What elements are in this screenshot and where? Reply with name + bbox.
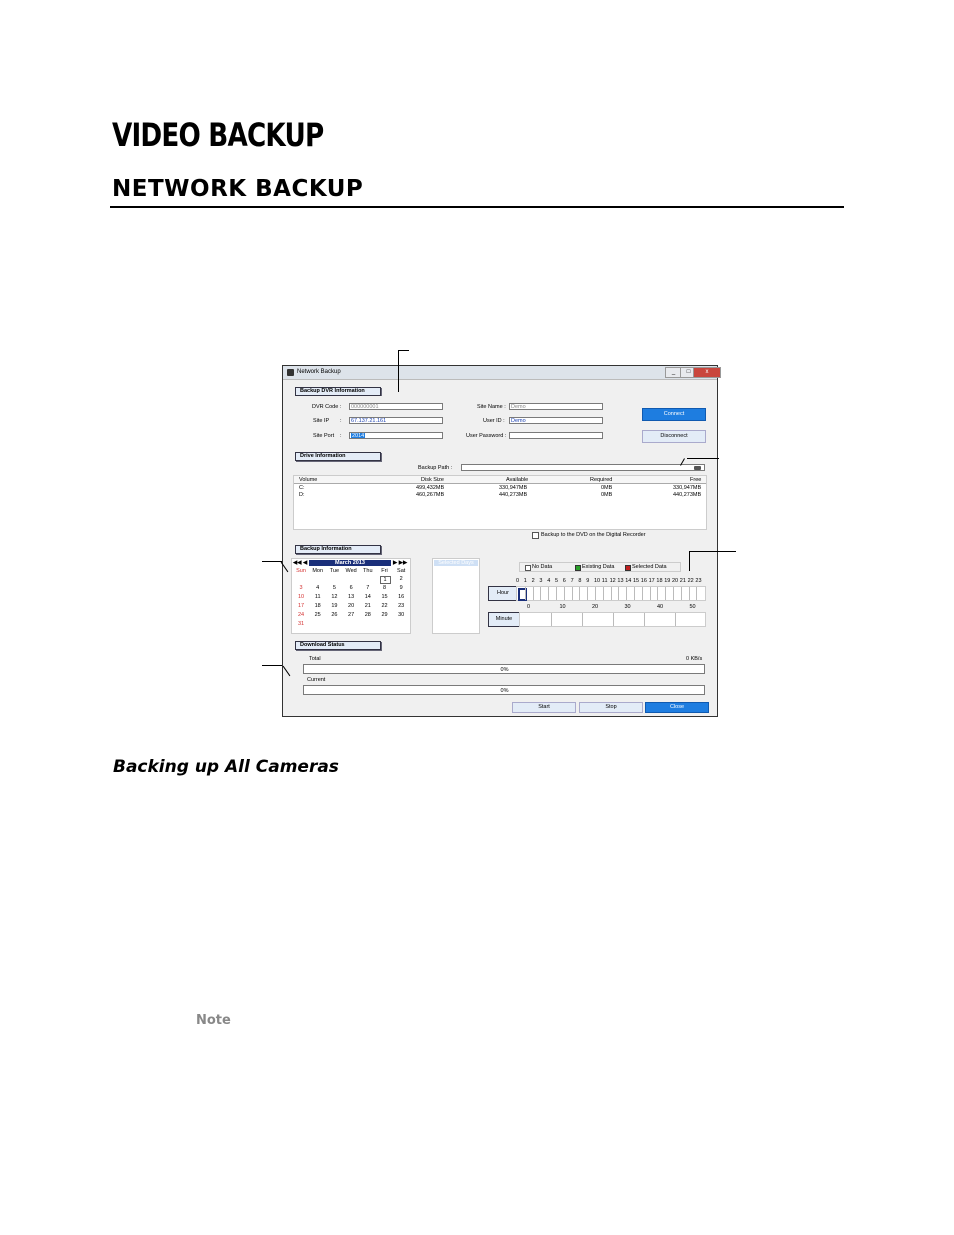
total-percent: 0% bbox=[500, 667, 509, 673]
minute-grid[interactable] bbox=[519, 612, 706, 627]
section-heading: NETWORK BACKUP bbox=[112, 176, 364, 202]
data-legend bbox=[519, 562, 681, 572]
hour-tick-label: 20 bbox=[672, 578, 679, 584]
calendar-weekday: Sat bbox=[397, 568, 406, 574]
calendar-day[interactable]: 26 bbox=[331, 612, 338, 618]
hour-tick-label: 17 bbox=[648, 578, 655, 584]
hour-cell bbox=[611, 587, 612, 600]
col-volume: Volume bbox=[299, 477, 318, 483]
calendar-month-title: March 2013 bbox=[309, 560, 391, 566]
col-free: Free bbox=[690, 477, 702, 483]
user-id-label: User ID : bbox=[483, 418, 505, 424]
cell: 0MB bbox=[601, 485, 613, 491]
hour-cell bbox=[587, 587, 588, 600]
start-button[interactable]: Start bbox=[512, 702, 576, 713]
current-progress-bar bbox=[303, 685, 705, 695]
minute-cell bbox=[644, 613, 645, 626]
cell: 499,432MB bbox=[416, 485, 445, 491]
calendar-day[interactable]: 19 bbox=[331, 603, 338, 609]
hour-tick-label: 8 bbox=[578, 578, 582, 584]
calendar-day[interactable]: 8 bbox=[382, 585, 387, 591]
hour-cell bbox=[681, 587, 682, 600]
no-data-swatch bbox=[525, 565, 531, 571]
hour-tick-label: 3 bbox=[539, 578, 543, 584]
hour-tick-label: 10 bbox=[594, 578, 601, 584]
hour-cell bbox=[603, 587, 604, 600]
col-required: Required bbox=[590, 477, 613, 483]
callout-line bbox=[398, 350, 409, 351]
site-ip-colon: : bbox=[340, 418, 342, 424]
hour-tick-label: 6 bbox=[562, 578, 566, 584]
site-port-colon: : bbox=[340, 433, 342, 439]
calendar-day[interactable]: 1 bbox=[380, 576, 391, 584]
calendar-day[interactable]: 21 bbox=[364, 603, 371, 609]
minute-scale bbox=[519, 604, 709, 611]
hour-cell bbox=[525, 587, 526, 600]
calendar-next-button[interactable]: ▶ ▶▶ bbox=[393, 560, 408, 566]
hour-grid[interactable] bbox=[516, 586, 706, 601]
minute-tick-label: 30 bbox=[624, 604, 631, 610]
callout-line bbox=[689, 551, 690, 571]
minimize-button[interactable]: _ bbox=[665, 367, 682, 378]
site-port-value: 2014 bbox=[352, 433, 365, 439]
callout-line bbox=[262, 665, 282, 666]
backup-info-header: Backup Information bbox=[295, 545, 381, 554]
calendar-day[interactable]: 18 bbox=[314, 603, 321, 609]
legend-no-data: No Data bbox=[532, 564, 553, 570]
col-available: Available bbox=[506, 477, 529, 483]
network-backup-window bbox=[282, 365, 718, 717]
hour-tick-label: 18 bbox=[656, 578, 663, 584]
hour-cell bbox=[564, 587, 565, 600]
hour-tick-label: 14 bbox=[625, 578, 632, 584]
calendar-day[interactable]: 12 bbox=[331, 594, 338, 600]
hour-cell bbox=[540, 587, 541, 600]
dvr-info-header: Backup DVR Information bbox=[295, 387, 381, 396]
cell: 330,947MB bbox=[673, 485, 702, 491]
current-label: Current bbox=[307, 677, 326, 683]
hour-tick-label: 16 bbox=[640, 578, 647, 584]
calendar-day[interactable]: 9 bbox=[399, 585, 403, 591]
hour-tick-label: 13 bbox=[617, 578, 624, 584]
site-port-label: Site Port bbox=[313, 433, 335, 439]
hour-tick-label: 22 bbox=[687, 578, 694, 584]
hour-tick-label: 4 bbox=[547, 578, 551, 584]
download-status-header: Download Status bbox=[295, 641, 381, 650]
site-name-input[interactable]: Demo bbox=[509, 403, 603, 410]
site-ip-label: Site IP bbox=[313, 418, 330, 424]
site-ip-input[interactable]: 67.137.21.161 bbox=[349, 417, 443, 424]
hour-cell bbox=[665, 587, 666, 600]
drive-table-header bbox=[294, 476, 706, 484]
calendar-prev-button[interactable]: ◀◀ ◀ bbox=[293, 560, 308, 566]
selected-days-header: Selected Days bbox=[434, 560, 478, 566]
callout-line bbox=[262, 561, 282, 562]
hour-cell bbox=[572, 587, 573, 600]
hour-tick-label: 5 bbox=[555, 578, 559, 584]
callout-line bbox=[398, 350, 399, 392]
total-label: Total bbox=[309, 656, 321, 662]
hour-tick-label: 11 bbox=[601, 578, 608, 584]
hour-button[interactable]: Hour bbox=[488, 586, 518, 601]
calendar-day[interactable]: 6 bbox=[349, 585, 353, 591]
window-title: Network Backup bbox=[297, 369, 341, 375]
hour-cell bbox=[689, 587, 690, 600]
hour-cell bbox=[533, 587, 534, 600]
hour-cell bbox=[556, 587, 557, 600]
selected-data-swatch bbox=[625, 565, 631, 571]
minute-button[interactable]: Minute bbox=[488, 612, 520, 627]
table-row[interactable] bbox=[294, 492, 706, 499]
calendar-day[interactable]: 5 bbox=[332, 585, 336, 591]
backup-path-input[interactable] bbox=[461, 464, 705, 471]
hour-tick-label: 7 bbox=[570, 578, 574, 584]
hour-cell bbox=[595, 587, 596, 600]
backup-path-label: Backup Path : bbox=[418, 465, 453, 471]
stop-button[interactable]: Stop bbox=[579, 702, 643, 713]
calendar-day[interactable]: 22 bbox=[381, 603, 388, 609]
site-port-input[interactable] bbox=[349, 432, 443, 439]
calendar-weekdays bbox=[292, 568, 410, 575]
user-id-input[interactable]: Demo bbox=[509, 417, 603, 424]
calendar-day[interactable]: 7 bbox=[366, 585, 370, 591]
calendar-day[interactable]: 14 bbox=[364, 594, 371, 600]
hour-cell bbox=[579, 587, 580, 600]
hour-cell bbox=[650, 587, 651, 600]
folder-icon[interactable] bbox=[694, 466, 701, 470]
drive-table bbox=[293, 475, 707, 530]
hour-scale bbox=[516, 578, 706, 585]
hour-cell bbox=[657, 587, 658, 600]
dvd-backup-checkbox[interactable] bbox=[532, 532, 539, 539]
existing-data-swatch bbox=[575, 565, 581, 571]
calendar-weekday: Wed bbox=[345, 568, 357, 574]
cell: 330,947MB bbox=[499, 485, 528, 491]
calendar-day[interactable]: 10 bbox=[297, 594, 305, 600]
note-label: Note bbox=[196, 1013, 231, 1028]
legend-existing: Existing Data bbox=[582, 564, 615, 570]
hour-tick-label: 21 bbox=[679, 578, 686, 584]
calendar-day[interactable]: 11 bbox=[314, 594, 321, 600]
minute-tick-label: 20 bbox=[592, 604, 599, 610]
dvd-backup-label: Backup to the DVD on the Digital Recorder bbox=[541, 532, 646, 538]
hour-tick-label: 12 bbox=[609, 578, 616, 584]
hour-tick-label: 23 bbox=[695, 578, 702, 584]
calendar-day[interactable]: 20 bbox=[348, 603, 355, 609]
calendar-day[interactable]: 17 bbox=[297, 603, 305, 609]
hour-cell bbox=[673, 587, 674, 600]
minute-cell bbox=[675, 613, 676, 626]
calendar-weekday: Tue bbox=[329, 568, 340, 574]
dvr-code-label: DVR Code : bbox=[312, 404, 342, 410]
calendar-day[interactable]: 13 bbox=[348, 594, 355, 600]
cell: 440,273MB bbox=[673, 492, 702, 498]
legend-selected: Selected Data bbox=[632, 564, 667, 570]
connect-button[interactable]: Connect bbox=[642, 408, 706, 421]
minute-cell bbox=[613, 613, 614, 626]
close-button[interactable]: Close bbox=[645, 702, 709, 713]
hour-tick-label: 0 bbox=[516, 578, 520, 584]
minute-tick-label: 10 bbox=[559, 604, 566, 610]
subsection-title: Backing up All Cameras bbox=[113, 757, 339, 777]
close-window-button[interactable]: x bbox=[693, 367, 721, 378]
hour-cell bbox=[642, 587, 643, 600]
hour-tick-label: 15 bbox=[633, 578, 640, 584]
calendar-day[interactable]: 2 bbox=[399, 576, 403, 582]
calendar-day[interactable]: 25 bbox=[314, 612, 321, 618]
dvr-code-input[interactable]: 000000001 bbox=[349, 403, 443, 410]
calendar-day[interactable]: 3 bbox=[299, 585, 303, 591]
hour-tick-label: 1 bbox=[523, 578, 527, 584]
calendar-weekday: Sun bbox=[296, 568, 306, 574]
hour-cell bbox=[548, 587, 549, 600]
cell: D: bbox=[299, 492, 305, 498]
calendar-day[interactable]: 28 bbox=[364, 612, 371, 618]
calendar bbox=[291, 558, 411, 634]
selected-days-list[interactable] bbox=[432, 558, 480, 634]
hour-tick-label: 9 bbox=[586, 578, 590, 584]
minute-tick-label: 40 bbox=[657, 604, 664, 610]
drive-info-header: Drive Information bbox=[295, 452, 381, 461]
user-password-input[interactable] bbox=[509, 432, 603, 439]
maximize-button[interactable]: □ bbox=[680, 367, 697, 378]
calendar-day[interactable]: 31 bbox=[297, 621, 305, 627]
calendar-weekday: Thu bbox=[363, 568, 373, 574]
calendar-day[interactable]: 29 bbox=[381, 612, 388, 618]
hour-cell bbox=[696, 587, 697, 600]
calendar-day[interactable]: 27 bbox=[348, 612, 355, 618]
user-password-label: User Password : bbox=[466, 433, 507, 439]
calendar-day[interactable]: 4 bbox=[316, 585, 320, 591]
callout-line bbox=[687, 458, 719, 459]
minute-cell bbox=[582, 613, 583, 626]
minute-tick-label: 50 bbox=[689, 604, 696, 610]
page-title: VIDEO BACKUP bbox=[112, 116, 324, 154]
col-disk-size: Disk Size bbox=[421, 477, 444, 483]
calendar-day[interactable]: 16 bbox=[398, 594, 405, 600]
calendar-day[interactable]: 24 bbox=[297, 612, 305, 618]
hour-tick-label: 2 bbox=[531, 578, 535, 584]
app-icon bbox=[287, 369, 294, 376]
minute-cell bbox=[551, 613, 552, 626]
calendar-days bbox=[292, 576, 410, 631]
calendar-weekday: Fri bbox=[381, 568, 388, 574]
calendar-weekday: Mon bbox=[312, 568, 324, 574]
cell: 0MB bbox=[601, 492, 613, 498]
hour-cell bbox=[618, 587, 619, 600]
current-percent: 0% bbox=[500, 688, 509, 694]
hour-tick-label: 19 bbox=[664, 578, 671, 584]
window-titlebar bbox=[283, 366, 717, 380]
total-progress-bar bbox=[303, 664, 705, 674]
cell: C: bbox=[299, 485, 305, 491]
speed-value: 0 KB/s bbox=[686, 656, 703, 662]
minute-tick-label: 0 bbox=[527, 604, 531, 610]
cell: 460,267MB bbox=[416, 492, 445, 498]
hour-cell bbox=[634, 587, 635, 600]
heading-divider bbox=[110, 206, 844, 208]
callout-line bbox=[690, 551, 736, 552]
calendar-day[interactable]: 23 bbox=[398, 603, 405, 609]
cell: 440,273MB bbox=[499, 492, 528, 498]
disconnect-button[interactable]: Disconnect bbox=[642, 430, 706, 443]
hour-cell bbox=[626, 587, 627, 600]
site-name-label: Site Name : bbox=[477, 404, 506, 410]
calendar-day[interactable]: 30 bbox=[398, 612, 405, 618]
table-row[interactable] bbox=[294, 485, 706, 492]
calendar-day[interactable]: 15 bbox=[381, 594, 388, 600]
